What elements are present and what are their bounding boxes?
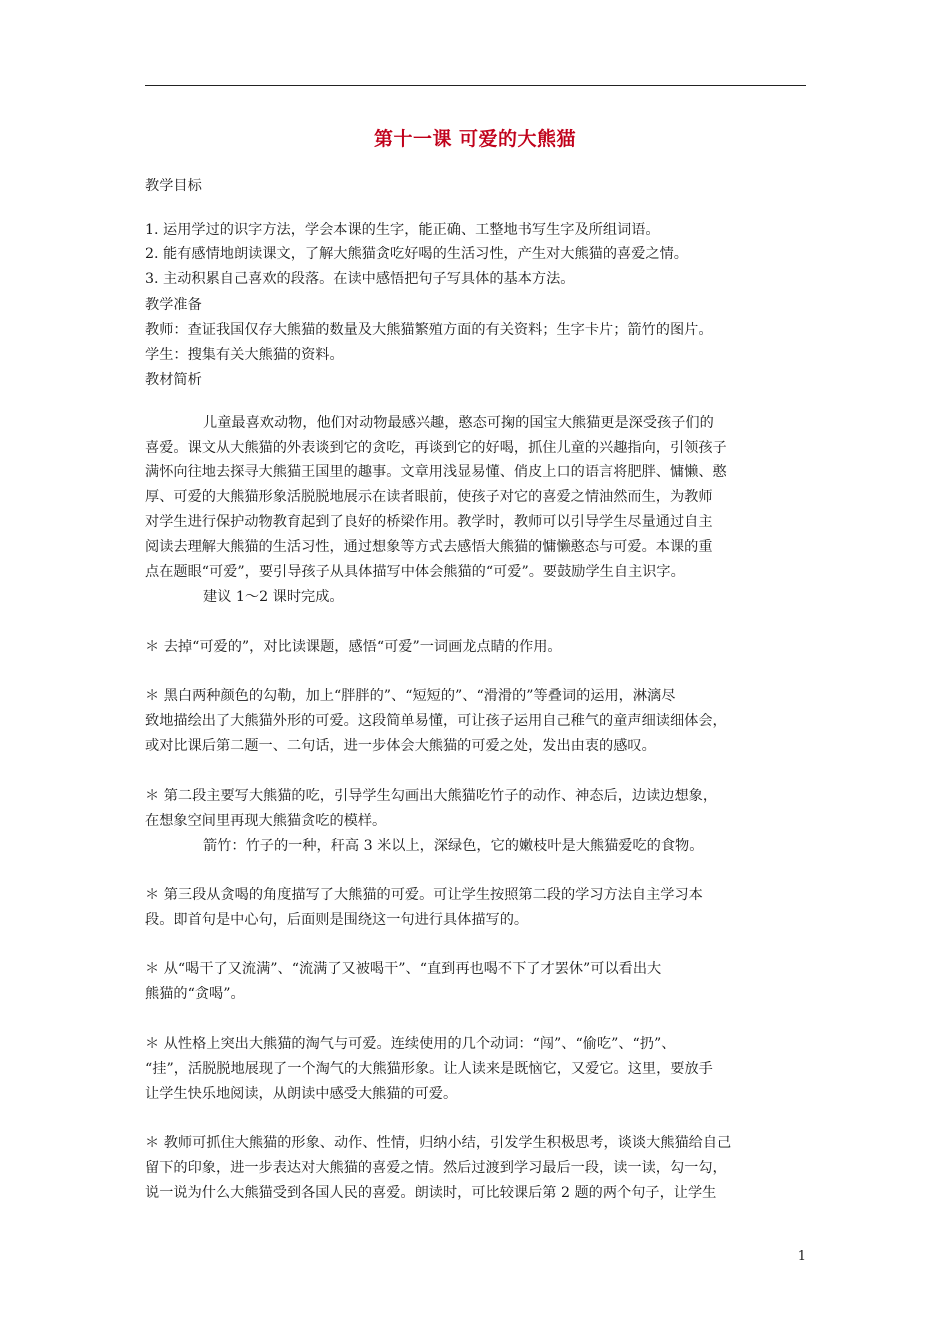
objective-3: 3. 主动积累自己喜欢的段落。在读中感悟把句子写具体的基本方法。 (145, 271, 575, 287)
heading-analysis: 教材简析 (145, 372, 202, 388)
note-line: “挂”，活脱脱地展现了一个淘气的大熊猫形象。让人读来是既恼它，又爱它。这里，要放手 (145, 1061, 713, 1077)
prep-student: 学生：搜集有关大熊猫的资料。 (145, 347, 344, 363)
note-line: 说一说为什么大熊猫受到各国人民的喜爱。朗读时，可比较课后第 2 题的两个句子，让学生 (145, 1185, 717, 1201)
note-line: ＊ 从“喝干了又流满”、“流满了又被喝干”、“直到再也喝不下了才罢休”可以看出大 (145, 961, 662, 977)
note-line: ＊ 第二段主要写大熊猫的吃，引导学生勾画出大熊猫吃竹子的动作、神态后，边读边想象， (145, 788, 718, 804)
prep-teacher: 教师：查证我国仅存大熊猫的数量及大熊猫繁殖方面的有关资料；生字卡片；箭竹的图片。 (145, 322, 713, 338)
note-line: ＊ 从性格上突出大熊猫的淘气与可爱。连续使用的几个动词：“闯”、“偷吃”、“扔”、 (145, 1036, 676, 1052)
note-line: ＊ 第三段从贪喝的角度描写了大熊猫的可爱。可让学生按照第二段的学习方法自主学习本 (145, 887, 703, 903)
page-number: 1 (797, 1249, 806, 1264)
note-line: 让学生快乐地阅读，从朗读中感受大熊猫的可爱。 (145, 1086, 458, 1102)
analysis-line: 对学生进行保护动物教育起到了良好的桥梁作用。教学时，教师可以引导学生尽量通过自主 (145, 514, 713, 530)
lesson-title: 第十一课 可爱的大熊猫 (373, 128, 577, 150)
note-line: 熊猫的“贪喝”。 (145, 986, 245, 1002)
analysis-line: 点在题眼“可爱”，要引导孩子从具体描写中体会熊猫的“可爱”。要鼓励学生自主识字。 (145, 564, 685, 580)
header-rule (145, 85, 806, 86)
analysis-line: 喜爱。课文从大熊猫的外表谈到它的贪吃，再谈到它的好喝，抓住儿童的兴趣指向，引领孩子 (145, 440, 727, 456)
heading-preparation: 教学准备 (145, 297, 202, 313)
note-line: 致地描绘出了大熊猫外形的可爱。这段简单易懂，可让孩子运用自己稚气的童声细读细体会， (145, 713, 727, 729)
note-line: 箭竹：竹子的一种，秆高 3 米以上，深绿色，它的嫩枝叶是大熊猫爱吃的食物。 (203, 838, 704, 854)
note-line: 留下的印象，进一步表达对大熊猫的喜爱之情。然后过渡到学习最后一段，读一读，勾一勾， (145, 1160, 727, 1176)
objective-2: 2. 能有感情地朗读课文，了解大熊猫贪吃好喝的生活习性，产生对大熊猫的喜爱之情。 (145, 246, 688, 262)
analysis-line: 满怀向往地去探寻大熊猫王国里的趣事。文章用浅显易懂、俏皮上口的语言将肥胖、慵懒、憨 (145, 464, 727, 480)
note-line: 或对比课后第二题一、二句话，进一步体会大熊猫的可爱之处，发出由衷的感叹。 (145, 738, 656, 754)
analysis-line: 儿童最喜欢动物，他们对动物最感兴趣，憨态可掬的国宝大熊猫更是深受孩子们的 (203, 415, 714, 431)
objective-1: 1. 运用学过的识字方法，学会本课的生字，能正确、工整地书写生字及所组词语。 (145, 222, 660, 238)
analysis-line: 厚、可爱的大熊猫形象活脱脱地展示在读者眼前，使孩子对它的喜爱之情油然而生，为教师 (145, 489, 713, 505)
note-line: 在想象空间里再现大熊猫贪吃的模样。 (145, 813, 387, 829)
analysis-line: 阅读去理解大熊猫的生活习性，通过想象等方式去感悟大熊猫的慵懒憨态与可爱。本课的重 (145, 539, 713, 555)
heading-objectives: 教学目标 (145, 178, 202, 194)
suggestion-line: 建议 1～2 课时完成。 (203, 589, 344, 605)
note-line: ＊ 教师可抓住大熊猫的形象、动作、性情，归纳小结，引发学生积极思考，谈谈大熊猫给自己 (145, 1135, 732, 1151)
note-line: ＊ 黑白两种颜色的勾勒，加上“胖胖的”、“短短的”、“滑滑的”等叠词的运用，淋漓尽 (145, 688, 676, 704)
note-line: 段。即首句是中心句，后面则是围绕这一句进行具体描写的。 (145, 912, 529, 928)
note-line: ＊ 去掉“可爱的”，对比读课题，感悟“可爱”一词画龙点睛的作用。 (145, 639, 562, 655)
